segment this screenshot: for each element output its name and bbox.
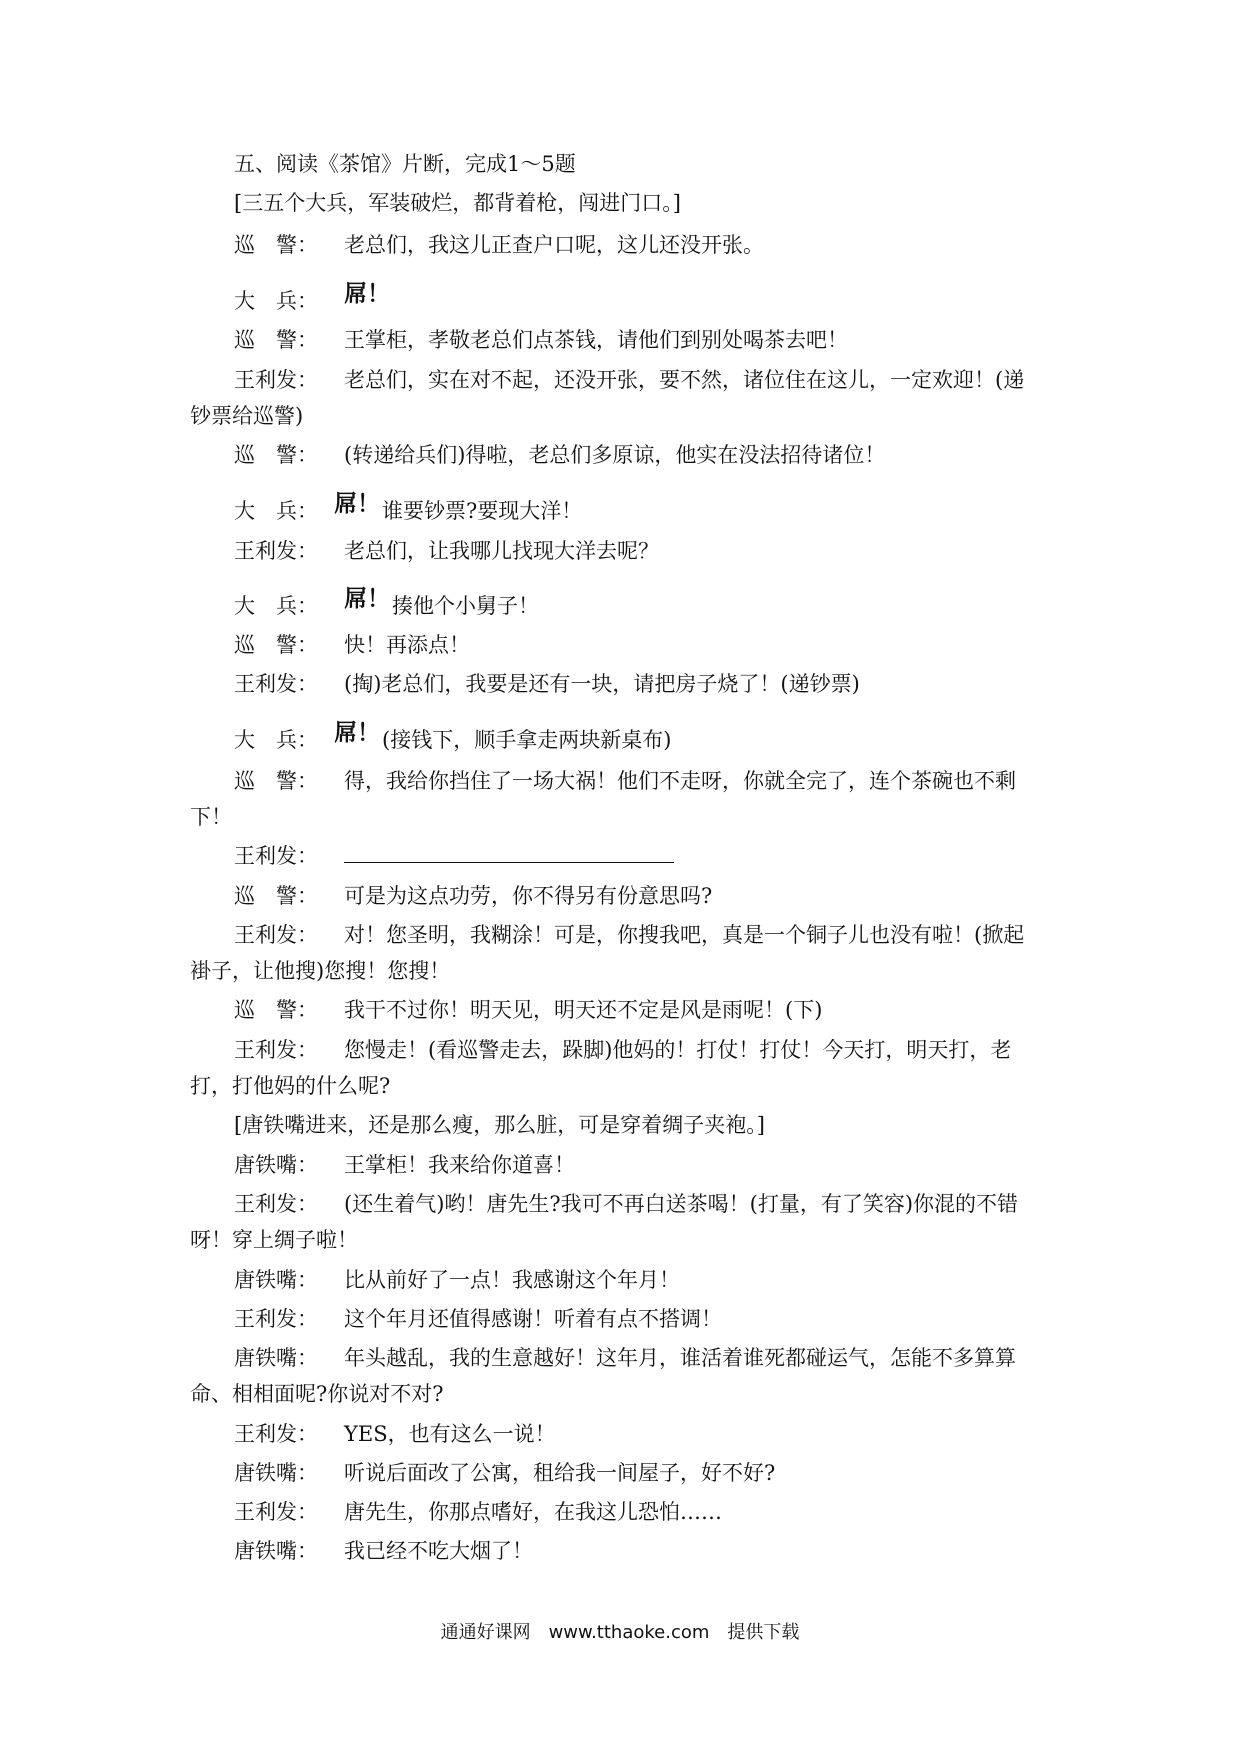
- speaker-label: 王利发：: [234, 1192, 318, 1216]
- stage-direction: [三五个大兵，军装破烂，都背着枪，闯进门口。]: [234, 191, 681, 215]
- speaker-label: 王利发：: [234, 1307, 318, 1331]
- dialogue-text: 年头越乱，我的生意越好！这年月，谁活着谁死都碰运气，怎能不多算算: [344, 1346, 1016, 1370]
- speaker-label: 巡 警：: [234, 328, 318, 352]
- dialogue-continuation: 命、相相面呢?你说对不对?: [190, 1382, 444, 1406]
- dialogue-text: 得，我给你挡住了一场大祸！他们不走呀，你就全完了，连个茶碗也不剩: [344, 769, 1016, 793]
- dialogue-text: 王掌柜！我来给你道喜！: [344, 1153, 575, 1177]
- dialogue-text-rest: 揍他个小舅子！: [392, 594, 539, 618]
- dialogue-text: 王掌柜，孝敬老总们点茶钱，请他们到别处喝茶去吧！: [344, 328, 848, 352]
- speaker-label: 王利发：: [234, 1500, 318, 1524]
- speaker-label: 王利发：: [234, 539, 318, 563]
- exclamation-bold: 屌！: [344, 280, 390, 307]
- dialogue-text: 您慢走！(看巡警走去，跺脚)他妈的！打仗！打仗！今天打，明天打，老: [344, 1038, 1012, 1062]
- speaker-label: 大 兵：: [234, 499, 318, 523]
- dialogue-text: (转递给兵们)得啦，老总们多原谅，他实在没法招待诸位！: [344, 443, 886, 467]
- dialogue-continuation: 呀！穿上绸子啦！: [190, 1228, 358, 1252]
- speaker-label: 巡 警：: [234, 233, 318, 257]
- dialogue-text: 听说后面改了公寓，租给我一间屋子，好不好?: [344, 1461, 776, 1485]
- dialogue-text: 老总们，实在对不起，还没开张，要不然，诸位住在这儿，一定欢迎！(递: [344, 368, 1025, 392]
- dialogue-text: [334, 719, 672, 754]
- dialogue-text: 老总们，让我哪儿找现大洋去呢？: [344, 539, 659, 563]
- speaker-label: 唐铁嘴：: [234, 1153, 318, 1177]
- dialogue-text: 我已经不吃大烟了！: [344, 1539, 533, 1563]
- dialogue-text-rest: (接钱下，顺手拿走两块新桌布): [382, 728, 672, 752]
- speaker-label: 王利发：: [234, 368, 318, 392]
- dialogue-text: 老总们，我这儿正查户口呢，这儿还没开张。: [344, 233, 764, 257]
- dialogue-text-rest: 谁要钞票?要现大洋！: [382, 499, 583, 523]
- dialogue-continuation: 钞票给巡警): [190, 404, 304, 428]
- speaker-label: 唐铁嘴：: [234, 1346, 318, 1370]
- dialogue-continuation: 褂子，让他搜)您搜！您搜！: [190, 959, 451, 983]
- speaker-label: 巡 警：: [234, 443, 318, 467]
- speaker-label: 大 兵：: [234, 594, 318, 618]
- dialogue-continuation: 打，打他妈的什么呢?: [190, 1074, 391, 1098]
- speaker-label: 大 兵：: [234, 289, 318, 313]
- speaker-label: 王利发：: [234, 1422, 318, 1446]
- dialogue-text: [334, 490, 583, 525]
- speaker-label: 大 兵：: [234, 728, 318, 752]
- question-heading: 五、阅读《茶馆》片断，完成1～5题: [234, 152, 576, 176]
- dialogue-text: 这个年月还值得感谢！听着有点不搭调！: [344, 1307, 722, 1331]
- speaker-label: 唐铁嘴：: [234, 1461, 318, 1485]
- page-footer: 通通好课网 www.tthaoke.com 提供下载: [440, 1622, 800, 1643]
- speaker-label: 唐铁嘴：: [234, 1268, 318, 1292]
- speaker-label: 王利发：: [234, 844, 318, 868]
- speaker-label: 巡 警：: [234, 998, 318, 1022]
- speaker-label: 巡 警：: [234, 633, 318, 657]
- dialogue-text: 我干不过你！明天见，明天还不定是风是雨呢！(下): [344, 998, 823, 1022]
- answer-blank[interactable]: [344, 842, 674, 870]
- exclamation-bold: 屌！: [334, 719, 380, 746]
- exclamation-bold: 屌！: [344, 585, 390, 612]
- dialogue-text: 对！您圣明，我糊涂！可是，你搜我吧，真是一个铜子儿也没有啦！(掀起: [344, 923, 1025, 947]
- speaker-label: 唐铁嘴：: [234, 1539, 318, 1563]
- stage-direction: [唐铁嘴进来，还是那么瘦，那么脏，可是穿着绸子夹袍。]: [234, 1113, 765, 1137]
- dialogue-text: (掏)老总们，我要是还有一块，请把房子烧了！(递钞票): [344, 672, 860, 696]
- speaker-label: 巡 警：: [234, 769, 318, 793]
- dialogue-text: 快！再添点！: [344, 633, 470, 657]
- speaker-label: 王利发：: [234, 1038, 318, 1062]
- dialogue-text: 比从前好了一点！我感谢这个年月！: [344, 1268, 680, 1292]
- dialogue-text: [344, 280, 392, 315]
- exclamation-bold: 屌！: [334, 490, 380, 517]
- speaker-label: 巡 警：: [234, 884, 318, 908]
- speaker-label: 王利发：: [234, 672, 318, 696]
- dialogue-text: 唐先生，你那点嗜好，在我这儿恐怕……: [344, 1500, 722, 1524]
- dialogue-continuation: 下！: [190, 805, 232, 829]
- dialogue-text: YES，也有这么一说！: [344, 1422, 556, 1446]
- dialogue-text: (还生着气)哟！唐先生?我可不再白送茶喝！(打量，有了笑容)你混的不错: [344, 1192, 1019, 1216]
- dialogue-text: [344, 585, 539, 620]
- dialogue-text: 可是为这点功劳，你不得另有份意思吗?: [344, 884, 713, 908]
- speaker-label: 王利发：: [234, 923, 318, 947]
